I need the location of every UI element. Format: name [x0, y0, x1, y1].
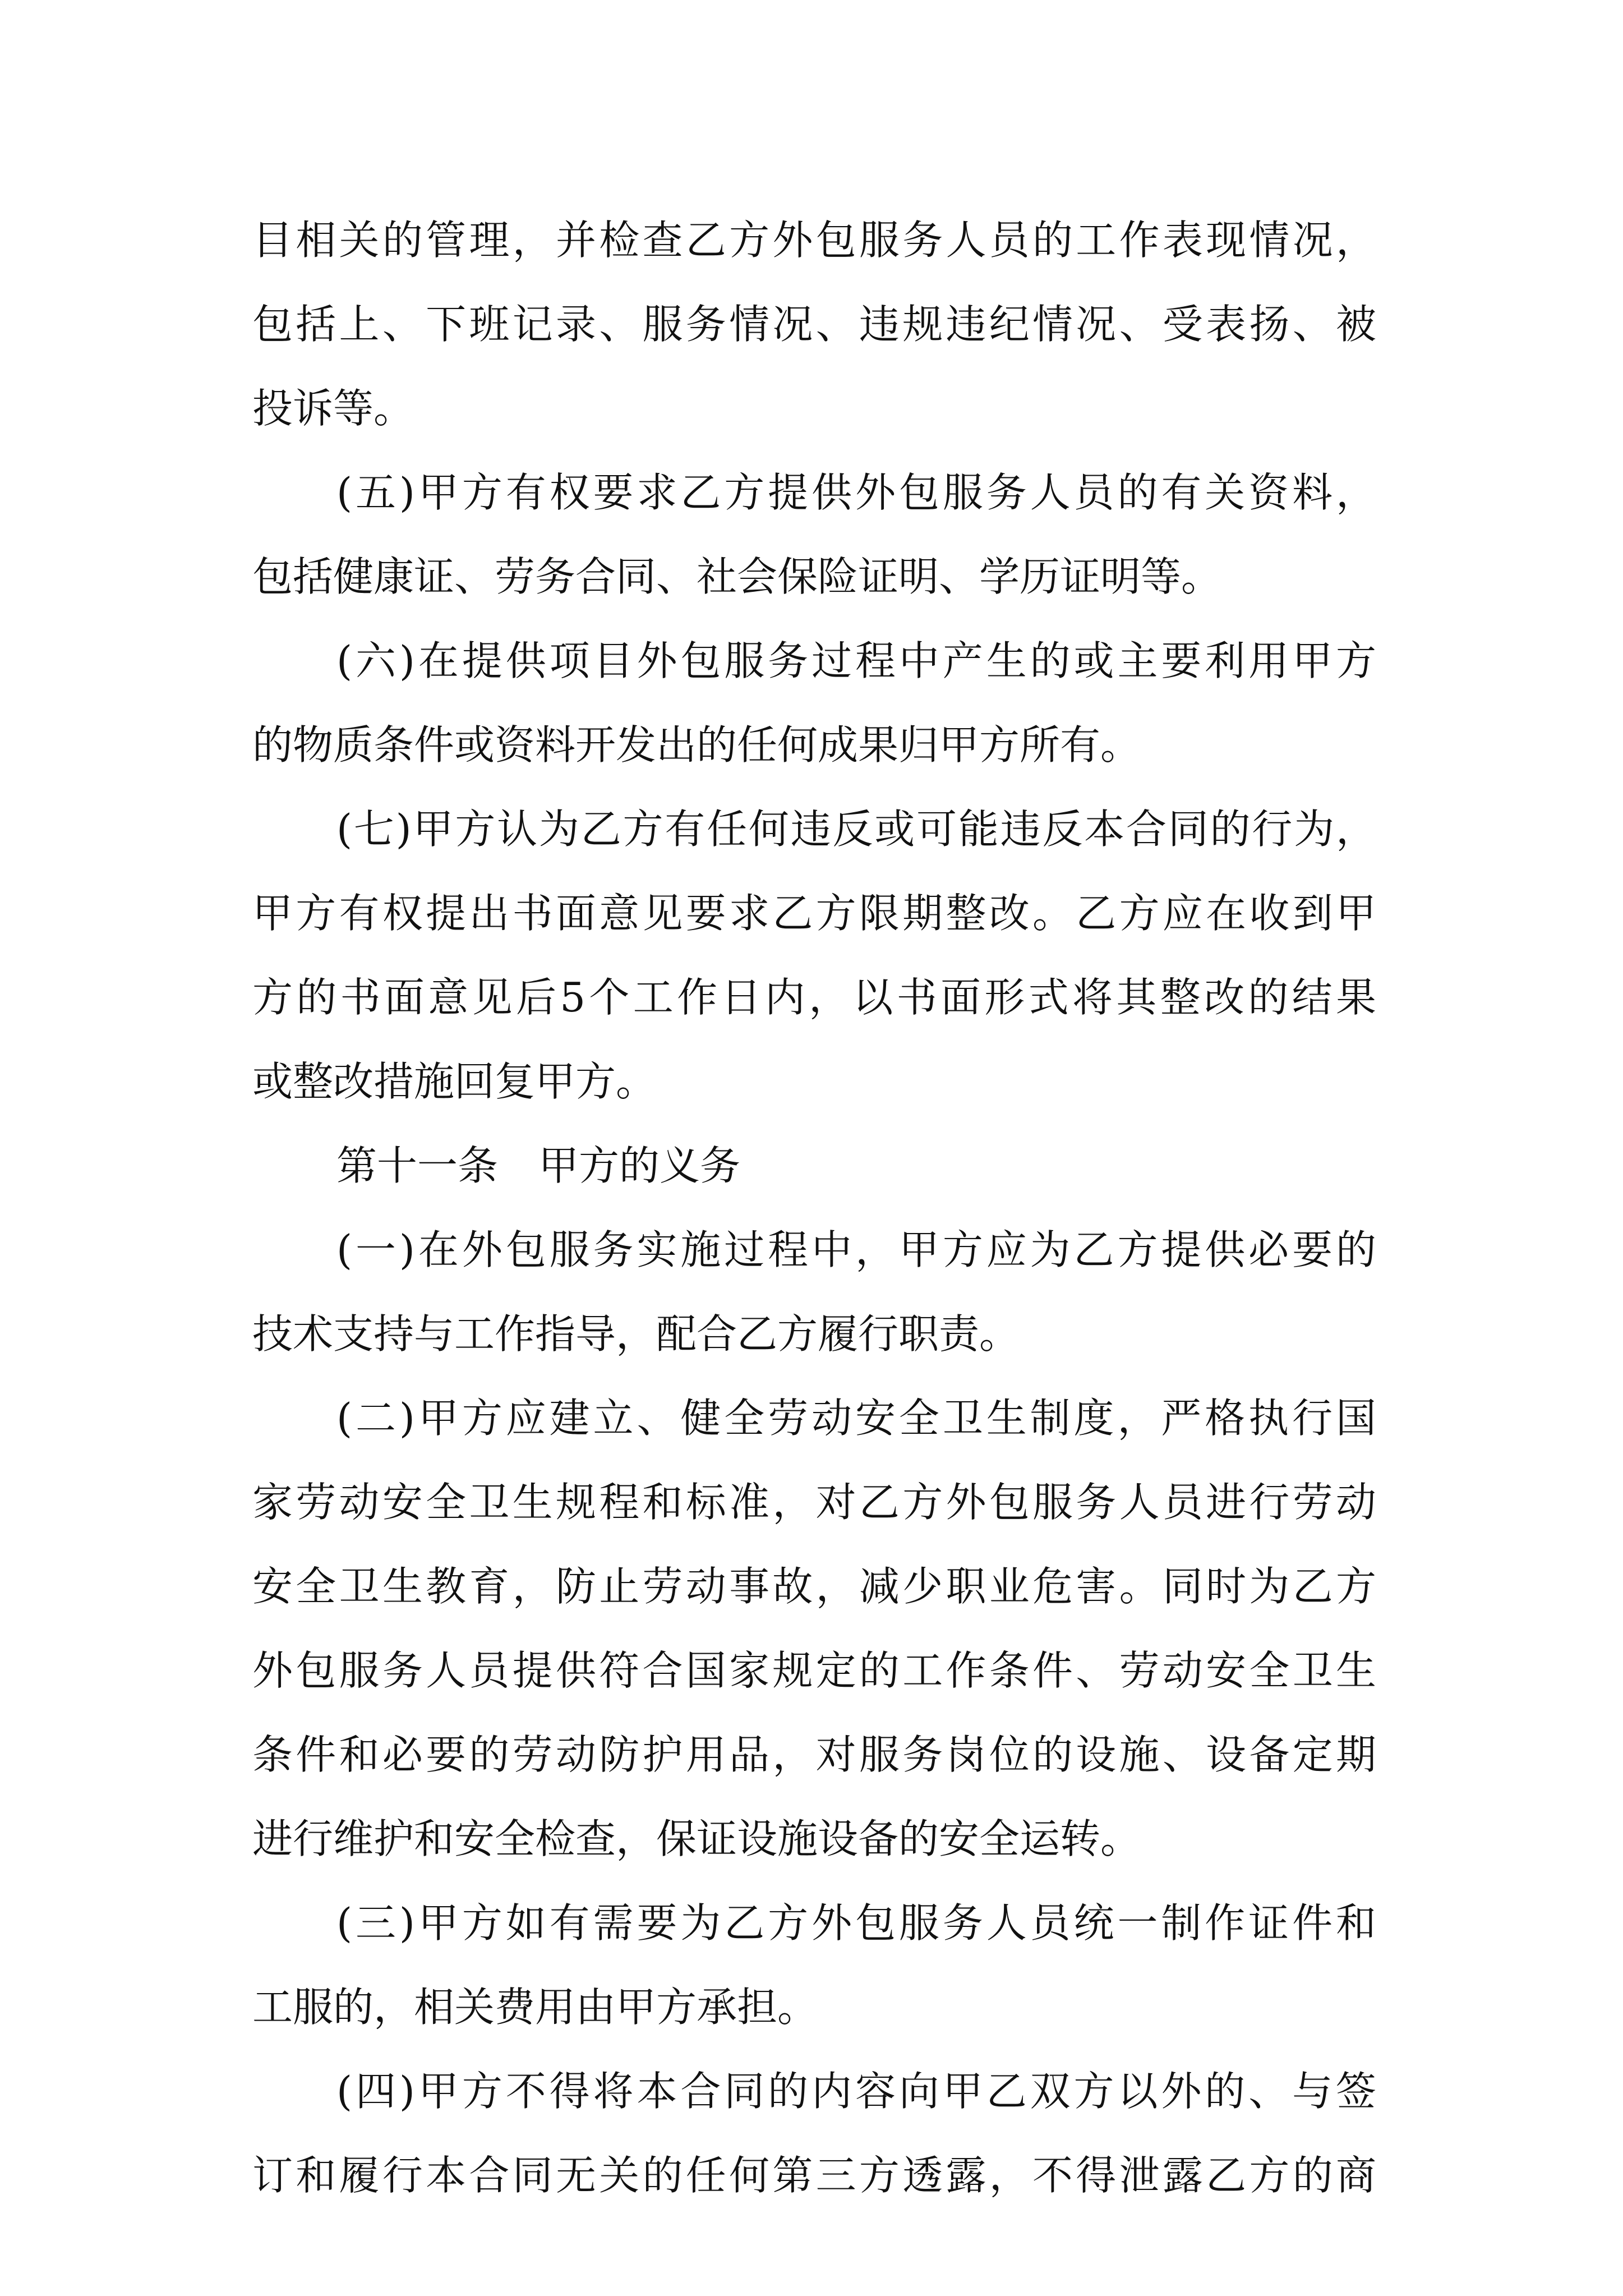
body-text-line: 订和履行本合同无关的任何第三方透露，不得泄露乙方的商 — [252, 2152, 1376, 2199]
clause-item-6: (六)在提供项目外包服务过程中产生的或主要利用甲方 — [336, 637, 1376, 684]
clause-item-1: (一)在外包服务实施过程中，甲方应为乙方提供必要的 — [336, 1226, 1376, 1273]
clause-item-5: (五)甲方有权要求乙方提供外包服务人员的有关资料， — [336, 469, 1376, 516]
body-text-line: 工服的，相关费用由甲方承担。 — [252, 1984, 818, 2031]
body-text-line: 外包服务人员提供符合国家规定的工作条件、劳动安全卫生 — [252, 1647, 1376, 1694]
clause-item-3: (三)甲方如有需要为乙方外包服务人员统一制作证件和 — [336, 1899, 1376, 1947]
body-text-line: 方的书面意见后5个工作日内，以书面形式将其整改的结果 — [252, 974, 1376, 1021]
body-text-line: 包括健康证、劳务合同、社会保险证明、学历证明等。 — [252, 553, 1222, 600]
body-text-line: 目相关的管理，并检查乙方外包服务人员的工作表现情况， — [252, 217, 1376, 264]
body-text-line: 安全卫生教育，防止劳动事故，减少职业危害。同时为乙方 — [252, 1563, 1376, 1610]
article-heading: 第十一条 甲方的义务 — [336, 1142, 741, 1189]
body-text-line: 投诉等。 — [252, 385, 414, 432]
body-text-line: 进行维护和安全检查，保证设施设备的安全运转。 — [252, 1815, 1141, 1862]
clause-item-4: (四)甲方不得将本合同的内容向甲乙双方以外的、与签 — [336, 2068, 1376, 2115]
body-text-line: 条件和必要的劳动防护用品，对服务岗位的设施、设备定期 — [252, 1731, 1376, 1778]
clause-item-2: (二)甲方应建立、健全劳动安全卫生制度，严格执行国 — [336, 1395, 1376, 1442]
body-text-line: 的物质条件或资料开发出的任何成果归甲方所有。 — [252, 721, 1141, 769]
body-text-line: 甲方有权提出书面意见要求乙方限期整改。乙方应在收到甲 — [252, 890, 1376, 937]
body-text-line: 技术支持与工作指导，配合乙方履行职责。 — [252, 1310, 1020, 1358]
body-text-line: 包括上、下班记录、服务情况、违规违纪情况、受表扬、被 — [252, 301, 1376, 348]
clause-item-7: (七)甲方认为乙方有任何违反或可能违反本合同的行为， — [336, 806, 1376, 853]
body-text-line: 家劳动安全卫生规程和标准，对乙方外包服务人员进行劳动 — [252, 1479, 1376, 1526]
body-text-line: 或整改措施回复甲方。 — [252, 1058, 657, 1105]
